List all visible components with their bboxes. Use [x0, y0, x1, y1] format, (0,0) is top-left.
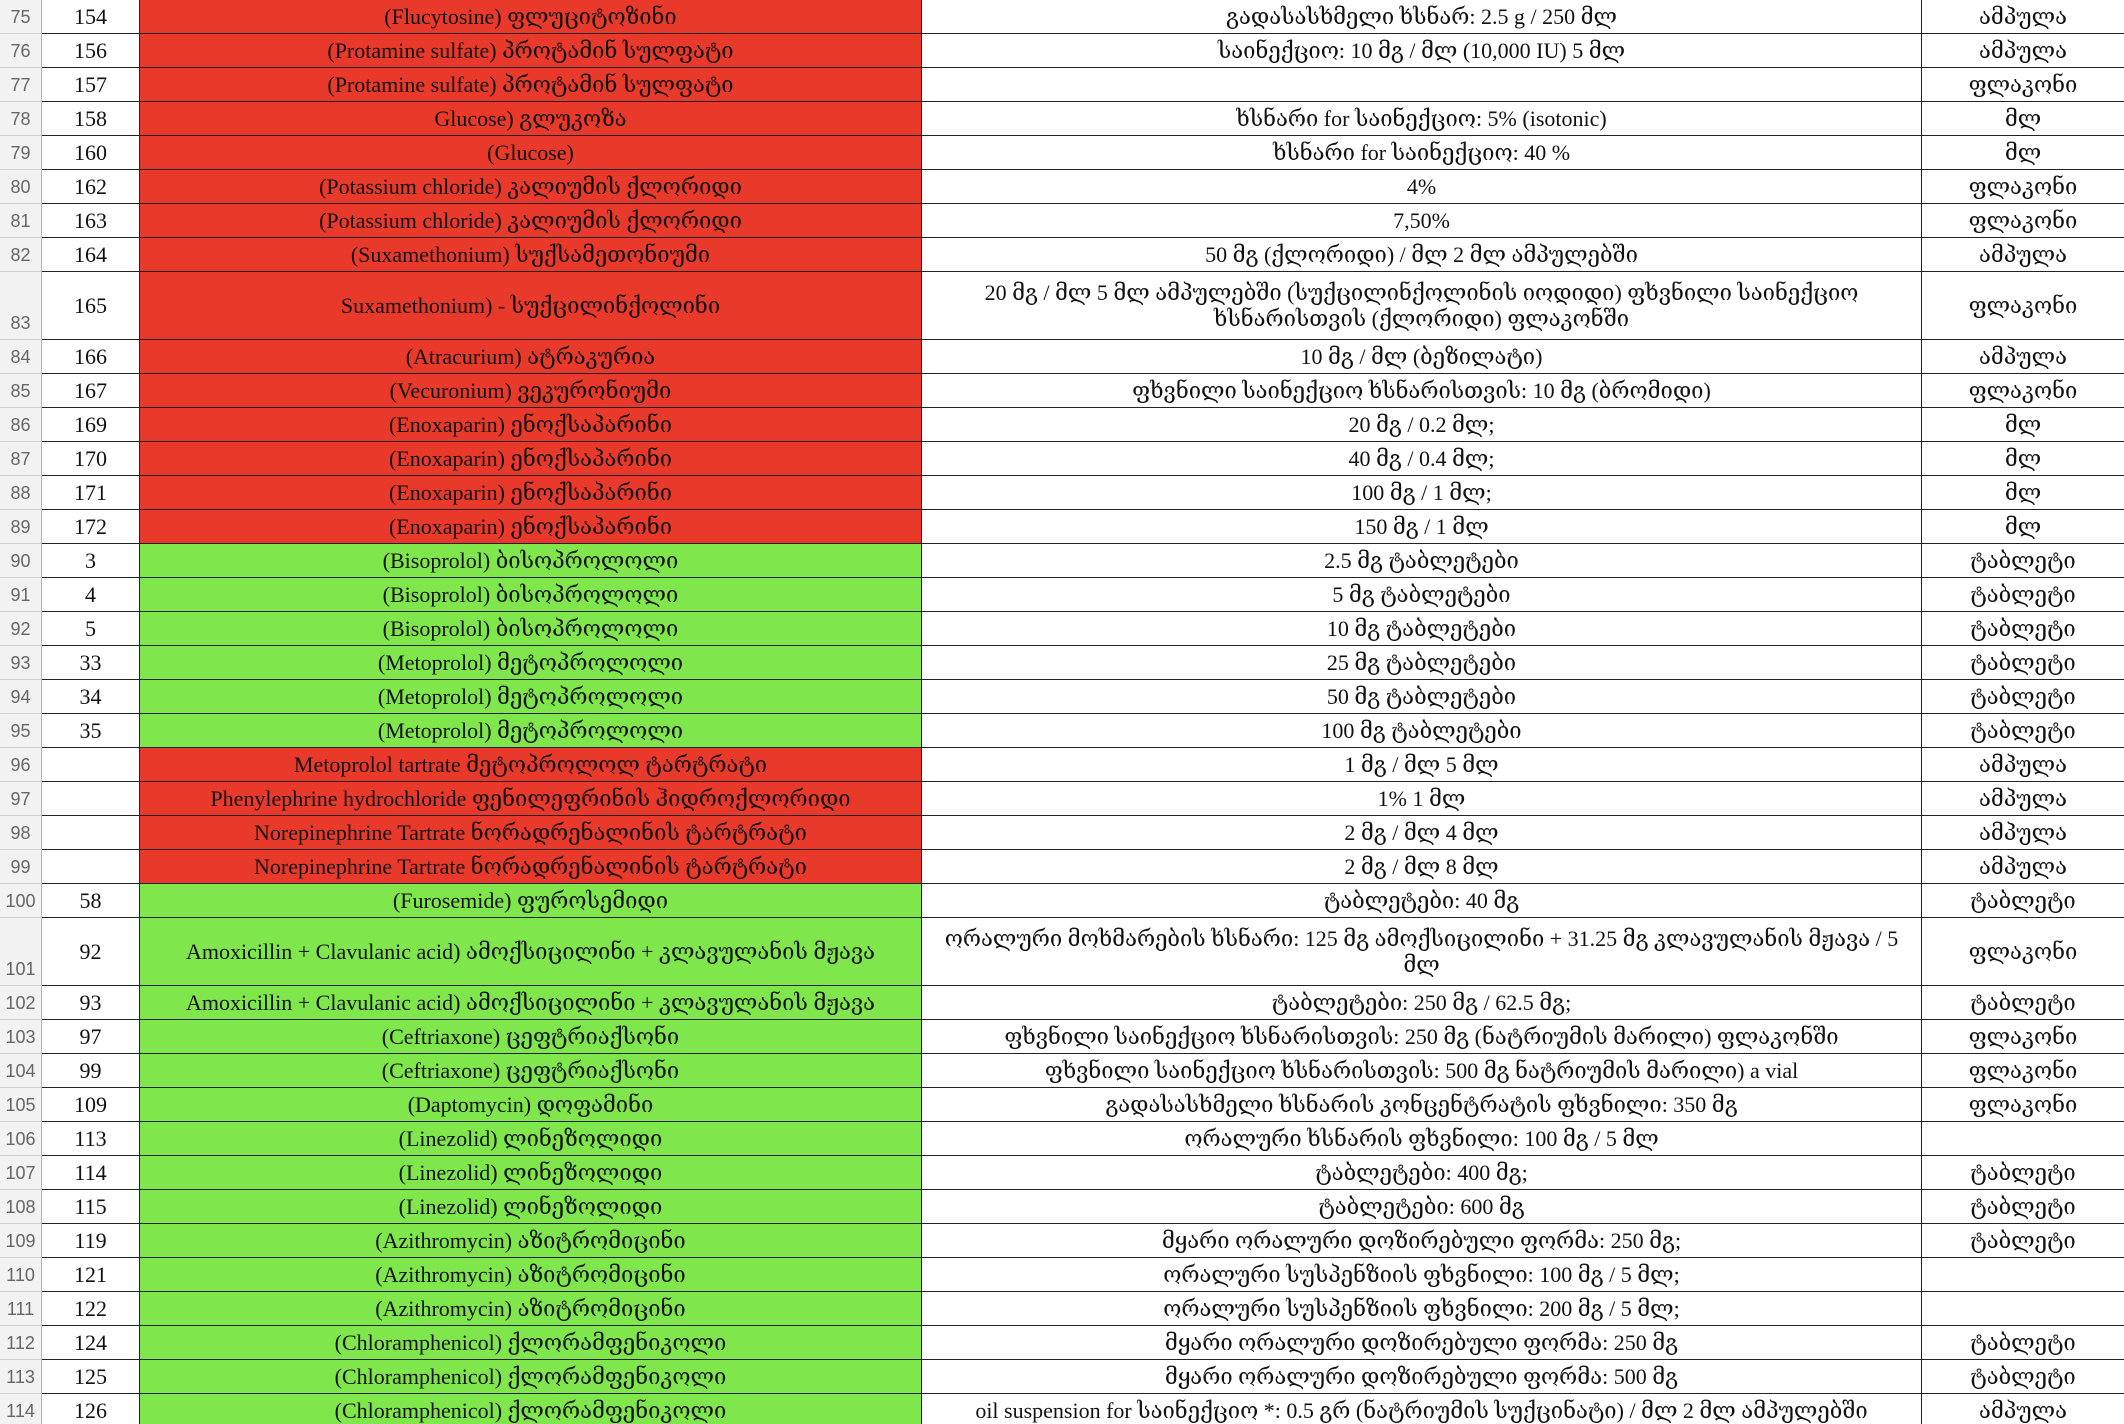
- table-row: [0, 1292, 2124, 1326]
- cell-drug-name[interactable]: (Chloramphenicol) ქლორამფენიკოლი: [140, 1394, 922, 1424]
- cell-number[interactable]: 93: [42, 986, 140, 1020]
- cell-dosage-form[interactable]: ხსნარი for საინექციო: 5% (isotonic): [922, 102, 1922, 136]
- row-header[interactable]: 109: [0, 1224, 42, 1258]
- table-row: [0, 816, 2124, 850]
- row-header[interactable]: 113: [0, 1360, 42, 1394]
- row-header[interactable]: 85: [0, 374, 42, 408]
- cell-drug-name[interactable]: (Protamine sulfate) პროტამინ სულფატი: [140, 68, 922, 102]
- table-row: [0, 102, 2124, 136]
- cell-unit[interactable]: მლ: [1922, 510, 2124, 544]
- cell-dosage-form[interactable]: ფხვნილი საინექციო ხსნარისთვის: 500 მგ ნატრიუმის მარილი) a vial: [922, 1054, 1922, 1088]
- row-header[interactable]: 106: [0, 1122, 42, 1156]
- cell-number[interactable]: 115: [42, 1190, 140, 1224]
- table-row: [0, 0, 2124, 34]
- row-header[interactable]: 96: [0, 748, 42, 782]
- table-row: [0, 204, 2124, 238]
- cell-number[interactable]: 35: [42, 714, 140, 748]
- cell-unit[interactable]: ტაბლეტი: [1922, 1360, 2124, 1394]
- cell-drug-name[interactable]: Suxamethonium) - სუქცილინქოლინი: [140, 272, 922, 340]
- row-header[interactable]: 93: [0, 646, 42, 680]
- cell-dosage-form[interactable]: 5 მგ ტაბლეტები: [922, 578, 1922, 612]
- cell-unit[interactable]: ტაბლეტი: [1922, 578, 2124, 612]
- cell-unit[interactable]: ტაბლეტი: [1922, 1224, 2124, 1258]
- cell-drug-name[interactable]: (Suxamethonium) სუქსამეთონიუმი: [140, 238, 922, 272]
- row-header[interactable]: 99: [0, 850, 42, 884]
- row-header[interactable]: 92: [0, 612, 42, 646]
- cell-drug-name[interactable]: (Azithromycin) აზიტრომიცინი: [140, 1292, 922, 1326]
- cell-number[interactable]: 164: [42, 238, 140, 272]
- cell-unit[interactable]: ფლაკონი: [1922, 918, 2124, 986]
- cell-dosage-form[interactable]: გადასასხმელი ხსნარის კონცენტრატის ფხვნილი: 350 მგ: [922, 1088, 1922, 1122]
- table-row: [0, 68, 2124, 102]
- row-header[interactable]: 86: [0, 408, 42, 442]
- cell-unit[interactable]: ამპულა: [1922, 238, 2124, 272]
- cell-drug-name[interactable]: (Flucytosine) ფლუციტოზინი: [140, 0, 922, 34]
- cell-dosage-form[interactable]: ორალური სუსპენზიის ფხვნილი: 100 მგ / 5 მლ;: [922, 1258, 1922, 1292]
- table-row: [0, 1054, 2124, 1088]
- table-row: [0, 1156, 2124, 1190]
- cell-drug-name[interactable]: (Linezolid) ლინეზოლიდი: [140, 1156, 922, 1190]
- cell-drug-name[interactable]: (Ceftriaxone) ცეფტრიაქსონი: [140, 1054, 922, 1088]
- cell-drug-name[interactable]: Metoprolol tartrate მეტოპროლოლ ტარტრატი: [140, 748, 922, 782]
- cell-drug-name[interactable]: (Bisoprolol) ბისოპროლოლი: [140, 612, 922, 646]
- cell-number[interactable]: 125: [42, 1360, 140, 1394]
- cell-dosage-form[interactable]: 40 მგ / 0.4 მლ;: [922, 442, 1922, 476]
- row-header[interactable]: 104: [0, 1054, 42, 1088]
- cell-unit[interactable]: [1922, 1122, 2124, 1156]
- cell-unit[interactable]: ამპულა: [1922, 340, 2124, 374]
- table-row: [0, 170, 2124, 204]
- cell-number[interactable]: 163: [42, 204, 140, 238]
- cell-unit[interactable]: ფლაკონი: [1922, 1020, 2124, 1054]
- cell-number[interactable]: 33: [42, 646, 140, 680]
- cell-drug-name[interactable]: (Potassium chloride) კალიუმის ქლორიდი: [140, 204, 922, 238]
- cell-unit[interactable]: ფლაკონი: [1922, 374, 2124, 408]
- cell-drug-name[interactable]: (Linezolid) ლინეზოლიდი: [140, 1122, 922, 1156]
- cell-dosage-form[interactable]: 1 მგ / მლ 5 მლ: [922, 748, 1922, 782]
- cell-dosage-form[interactable]: oil suspension for საინექციო *: 0.5 გრ (ნატრიუმის სუქცინატი) / მლ 2 მლ ამპულებში: [922, 1394, 1922, 1424]
- cell-unit[interactable]: მლ: [1922, 442, 2124, 476]
- table-row: [0, 680, 2124, 714]
- cell-number[interactable]: 126: [42, 1394, 140, 1424]
- row-header[interactable]: 84: [0, 340, 42, 374]
- cell-dosage-form[interactable]: 2 მგ / მლ 4 მლ: [922, 816, 1922, 850]
- cell-unit[interactable]: ფლაკონი: [1922, 68, 2124, 102]
- cell-dosage-form[interactable]: ორალური სუსპენზიის ფხვნილი: 200 მგ / 5 მლ;: [922, 1292, 1922, 1326]
- cell-drug-name[interactable]: (Enoxaparin) ენოქსაპარინი: [140, 442, 922, 476]
- cell-number[interactable]: 162: [42, 170, 140, 204]
- cell-dosage-form[interactable]: ორალური მოხმარების ხსნარი: 125 მგ ამოქსიცილინი + 31.25 მგ კლავულანის მჟავა / 5 მლ: [922, 918, 1922, 986]
- row-header[interactable]: 95: [0, 714, 42, 748]
- cell-dosage-form[interactable]: 100 მგ ტაბლეტები: [922, 714, 1922, 748]
- table-row: [0, 510, 2124, 544]
- cell-unit[interactable]: ამპულა: [1922, 816, 2124, 850]
- cell-unit[interactable]: ტაბლეტი: [1922, 714, 2124, 748]
- row-header[interactable]: 78: [0, 102, 42, 136]
- cell-drug-name[interactable]: (Furosemide) ფუროსემიდი: [140, 884, 922, 918]
- cell-dosage-form[interactable]: ფხვნილი საინექციო ხსნარისთვის: 250 მგ (ნატრიუმის მარილი) ფლაკონში: [922, 1020, 1922, 1054]
- cell-number[interactable]: 92: [42, 918, 140, 986]
- cell-drug-name[interactable]: Phenylephrine hydrochloride ფენილეფრინის ჰიდროქლორიდი: [140, 782, 922, 816]
- row-header[interactable]: 94: [0, 680, 42, 714]
- cell-number[interactable]: 99: [42, 1054, 140, 1088]
- cell-dosage-form[interactable]: საინექციო: 10 მგ / მლ (10,000 IU) 5 მლ: [922, 34, 1922, 68]
- cell-dosage-form[interactable]: 20 მგ / 0.2 მლ;: [922, 408, 1922, 442]
- table-row: [0, 1020, 2124, 1054]
- cell-number[interactable]: 119: [42, 1224, 140, 1258]
- cell-dosage-form[interactable]: 50 მგ (ქლორიდი) / მლ 2 მლ ამპულებში: [922, 238, 1922, 272]
- cell-number[interactable]: 166: [42, 340, 140, 374]
- row-header[interactable]: 81: [0, 204, 42, 238]
- table-row: [0, 578, 2124, 612]
- table-row: [0, 1326, 2124, 1360]
- row-header[interactable]: 77: [0, 68, 42, 102]
- row-header[interactable]: 111: [0, 1292, 42, 1326]
- table-row: [0, 918, 2124, 986]
- table-row: [0, 612, 2124, 646]
- cell-drug-name[interactable]: (Enoxaparin) ენოქსაპარინი: [140, 476, 922, 510]
- row-header[interactable]: 75: [0, 0, 42, 34]
- cell-drug-name[interactable]: Amoxicillin + Clavulanic acid) ამოქსიცილინი + კლავულანის მჟავა: [140, 918, 922, 986]
- cell-number[interactable]: 157: [42, 68, 140, 102]
- cell-drug-name[interactable]: (Potassium chloride) კალიუმის ქლორიდი: [140, 170, 922, 204]
- cell-dosage-form[interactable]: 2.5 მგ ტაბლეტები: [922, 544, 1922, 578]
- cell-unit[interactable]: ტაბლეტი: [1922, 544, 2124, 578]
- cell-number[interactable]: 156: [42, 34, 140, 68]
- cell-dosage-form[interactable]: 1% 1 მლ: [922, 782, 1922, 816]
- cell-unit[interactable]: ტაბლეტი: [1922, 1326, 2124, 1360]
- cell-dosage-form[interactable]: 10 მგ / მლ (ბეზილატი): [922, 340, 1922, 374]
- table-row: [0, 850, 2124, 884]
- cell-unit[interactable]: ფლაკონი: [1922, 204, 2124, 238]
- cell-dosage-form[interactable]: [922, 68, 1922, 102]
- cell-unit[interactable]: მლ: [1922, 476, 2124, 510]
- cell-number[interactable]: 169: [42, 408, 140, 442]
- cell-unit[interactable]: ტაბლეტი: [1922, 884, 2124, 918]
- cell-drug-name[interactable]: (Daptomycin) დოფამინი: [140, 1088, 922, 1122]
- cell-number[interactable]: 109: [42, 1088, 140, 1122]
- cell-dosage-form[interactable]: ტაბლეტები: 400 მგ;: [922, 1156, 1922, 1190]
- table-row: [0, 408, 2124, 442]
- table-row: [0, 986, 2124, 1020]
- cell-dosage-form[interactable]: მყარი ორალური დოზირებული ფორმა: 500 მგ: [922, 1360, 1922, 1394]
- cell-dosage-form[interactable]: ფხვნილი საინექციო ხსნარისთვის: 10 მგ (ბრომიდი): [922, 374, 1922, 408]
- table-row: [0, 714, 2124, 748]
- cell-unit[interactable]: ამპულა: [1922, 0, 2124, 34]
- row-header[interactable]: 79: [0, 136, 42, 170]
- cell-number[interactable]: 122: [42, 1292, 140, 1326]
- row-header[interactable]: 80: [0, 170, 42, 204]
- cell-dosage-form[interactable]: 150 მგ / 1 მლ: [922, 510, 1922, 544]
- cell-number[interactable]: 97: [42, 1020, 140, 1054]
- cell-dosage-form[interactable]: 4%: [922, 170, 1922, 204]
- cell-dosage-form[interactable]: ორალური ხსნარის ფხვნილი: 100 მგ / 5 მლ: [922, 1122, 1922, 1156]
- cell-unit[interactable]: მლ: [1922, 102, 2124, 136]
- cell-unit[interactable]: ამპულა: [1922, 1394, 2124, 1424]
- row-header[interactable]: 89: [0, 510, 42, 544]
- cell-unit[interactable]: ტაბლეტი: [1922, 680, 2124, 714]
- table-row: [0, 442, 2124, 476]
- cell-dosage-form[interactable]: ტაბლეტები: 600 მგ: [922, 1190, 1922, 1224]
- cell-unit[interactable]: ფლაკონი: [1922, 272, 2124, 340]
- table-row: [0, 1360, 2124, 1394]
- table-row: [0, 1394, 2124, 1424]
- cell-unit[interactable]: ტაბლეტი: [1922, 1190, 2124, 1224]
- cell-unit[interactable]: მლ: [1922, 136, 2124, 170]
- cell-drug-name[interactable]: Norepinephrine Tartrate ნორადრენალინის ტარტრატი: [140, 816, 922, 850]
- row-header[interactable]: 100: [0, 884, 42, 918]
- table-row: [0, 238, 2124, 272]
- table-row: [0, 34, 2124, 68]
- cell-unit[interactable]: ფლაკონი: [1922, 1088, 2124, 1122]
- row-header[interactable]: 110: [0, 1258, 42, 1292]
- row-header[interactable]: 101: [0, 918, 42, 986]
- table-row: [0, 272, 2124, 340]
- cell-number[interactable]: [42, 782, 140, 816]
- cell-drug-name[interactable]: (Ceftriaxone) ცეფტრიაქსონი: [140, 1020, 922, 1054]
- row-header[interactable]: 97: [0, 782, 42, 816]
- cell-unit[interactable]: ამპულა: [1922, 34, 2124, 68]
- cell-unit[interactable]: მლ: [1922, 408, 2124, 442]
- table-row: [0, 1190, 2124, 1224]
- cell-dosage-form[interactable]: 25 მგ ტაბლეტები: [922, 646, 1922, 680]
- cell-unit[interactable]: ამპულა: [1922, 748, 2124, 782]
- cell-dosage-form[interactable]: ტაბლეტები: 250 მგ / 62.5 მგ;: [922, 986, 1922, 1020]
- cell-unit[interactable]: ფლაკონი: [1922, 1054, 2124, 1088]
- row-header[interactable]: 102: [0, 986, 42, 1020]
- cell-drug-name[interactable]: (Metoprolol) მეტოპროლოლი: [140, 646, 922, 680]
- cell-dosage-form[interactable]: 20 მგ / მლ 5 მლ ამპულებში (სუქცილინქოლინის იოდიდი) ფხვნილი საინექციო ხსნარისთვის (ქლორიდი) ფლაკონში: [922, 272, 1922, 340]
- cell-number[interactable]: 114: [42, 1156, 140, 1190]
- table-row: [0, 136, 2124, 170]
- table-row: [0, 544, 2124, 578]
- row-header[interactable]: 112: [0, 1326, 42, 1360]
- table-row: [0, 340, 2124, 374]
- cell-number[interactable]: 171: [42, 476, 140, 510]
- cell-number[interactable]: 121: [42, 1258, 140, 1292]
- cell-unit[interactable]: [1922, 1292, 2124, 1326]
- cell-dosage-form[interactable]: მყარი ორალური დოზირებული ფორმა: 250 მგ: [922, 1326, 1922, 1360]
- table-row: [0, 1088, 2124, 1122]
- row-header[interactable]: 76: [0, 34, 42, 68]
- cell-number[interactable]: [42, 850, 140, 884]
- cell-drug-name[interactable]: (Glucose): [140, 136, 922, 170]
- cell-drug-name[interactable]: Glucose) გლუკოზა: [140, 102, 922, 136]
- cell-drug-name[interactable]: (Azithromycin) აზიტრომიცინი: [140, 1224, 922, 1258]
- row-header[interactable]: 91: [0, 578, 42, 612]
- table-row: [0, 748, 2124, 782]
- cell-drug-name[interactable]: (Atracurium) ატრაკურია: [140, 340, 922, 374]
- cell-drug-name[interactable]: (Bisoprolol) ბისოპროლოლი: [140, 578, 922, 612]
- table-row: [0, 646, 2124, 680]
- cell-drug-name[interactable]: Amoxicillin + Clavulanic acid) ამოქსიცილინი + კლავულანის მჟავა: [140, 986, 922, 1020]
- cell-unit[interactable]: ტაბლეტი: [1922, 1156, 2124, 1190]
- row-header[interactable]: 103: [0, 1020, 42, 1054]
- cell-drug-name[interactable]: (Azithromycin) აზიტრომიცინი: [140, 1258, 922, 1292]
- table-row: [0, 1224, 2124, 1258]
- cell-number[interactable]: 167: [42, 374, 140, 408]
- cell-number[interactable]: 4: [42, 578, 140, 612]
- table-row: [0, 782, 2124, 816]
- cell-drug-name[interactable]: Norepinephrine Tartrate ნორადრენალინის ტარტრატი: [140, 850, 922, 884]
- cell-number[interactable]: 3: [42, 544, 140, 578]
- cell-dosage-form[interactable]: მყარი ორალური დოზირებული ფორმა: 250 მგ;: [922, 1224, 1922, 1258]
- row-header[interactable]: 87: [0, 442, 42, 476]
- cell-number[interactable]: [42, 816, 140, 850]
- table-row: [0, 1122, 2124, 1156]
- row-header[interactable]: 90: [0, 544, 42, 578]
- cell-dosage-form[interactable]: 7,50%: [922, 204, 1922, 238]
- cell-number[interactable]: 113: [42, 1122, 140, 1156]
- cell-unit[interactable]: ტაბლეტი: [1922, 646, 2124, 680]
- cell-dosage-form[interactable]: გადასასხმელი ხსნარ: 2.5 g / 250 მლ: [922, 0, 1922, 34]
- cell-number[interactable]: 160: [42, 136, 140, 170]
- cell-number[interactable]: 170: [42, 442, 140, 476]
- table-row: [0, 476, 2124, 510]
- row-header[interactable]: 108: [0, 1190, 42, 1224]
- cell-number[interactable]: 165: [42, 272, 140, 340]
- cell-unit[interactable]: ამპულა: [1922, 850, 2124, 884]
- cell-drug-name[interactable]: (Chloramphenicol) ქლორამფენიკოლი: [140, 1360, 922, 1394]
- row-header[interactable]: 82: [0, 238, 42, 272]
- cell-drug-name[interactable]: (Metoprolol) მეტოპროლოლი: [140, 680, 922, 714]
- cell-number[interactable]: 124: [42, 1326, 140, 1360]
- cell-number[interactable]: 5: [42, 612, 140, 646]
- cell-unit[interactable]: ტაბლეტი: [1922, 612, 2124, 646]
- cell-drug-name[interactable]: (Enoxaparin) ენოქსაპარინი: [140, 408, 922, 442]
- row-header[interactable]: 107: [0, 1156, 42, 1190]
- cell-dosage-form[interactable]: 100 მგ / 1 მლ;: [922, 476, 1922, 510]
- cell-dosage-form[interactable]: ტაბლეტები: 40 მგ: [922, 884, 1922, 918]
- cell-unit[interactable]: ფლაკონი: [1922, 170, 2124, 204]
- row-header[interactable]: 88: [0, 476, 42, 510]
- cell-number[interactable]: [42, 748, 140, 782]
- row-header[interactable]: 114: [0, 1394, 42, 1424]
- cell-drug-name[interactable]: (Chloramphenicol) ქლორამფენიკოლი: [140, 1326, 922, 1360]
- table-row: [0, 374, 2124, 408]
- row-header[interactable]: 105: [0, 1088, 42, 1122]
- table-row: [0, 1258, 2124, 1292]
- table-row: [0, 884, 2124, 918]
- row-header[interactable]: 83: [0, 272, 42, 340]
- cell-drug-name[interactable]: (Bisoprolol) ბისოპროლოლი: [140, 544, 922, 578]
- cell-dosage-form[interactable]: 50 მგ ტაბლეტები: [922, 680, 1922, 714]
- cell-drug-name[interactable]: (Linezolid) ლინეზოლიდი: [140, 1190, 922, 1224]
- cell-number[interactable]: 154: [42, 0, 140, 34]
- cell-dosage-form[interactable]: 2 მგ / მლ 8 მლ: [922, 850, 1922, 884]
- cell-number[interactable]: 34: [42, 680, 140, 714]
- cell-dosage-form[interactable]: ხსნარი for საინექციო: 40 %: [922, 136, 1922, 170]
- cell-drug-name[interactable]: (Metoprolol) მეტოპროლოლი: [140, 714, 922, 748]
- cell-number[interactable]: 158: [42, 102, 140, 136]
- cell-drug-name[interactable]: (Protamine sulfate) პროტამინ სულფატი: [140, 34, 922, 68]
- cell-unit[interactable]: ტაბლეტი: [1922, 986, 2124, 1020]
- cell-drug-name[interactable]: (Vecuronium) ვეკურონიუმი: [140, 374, 922, 408]
- cell-number[interactable]: 172: [42, 510, 140, 544]
- row-header[interactable]: 98: [0, 816, 42, 850]
- cell-dosage-form[interactable]: 10 მგ ტაბლეტები: [922, 612, 1922, 646]
- cell-unit[interactable]: ამპულა: [1922, 782, 2124, 816]
- cell-number[interactable]: 58: [42, 884, 140, 918]
- cell-unit[interactable]: [1922, 1258, 2124, 1292]
- cell-drug-name[interactable]: (Enoxaparin) ენოქსაპარინი: [140, 510, 922, 544]
